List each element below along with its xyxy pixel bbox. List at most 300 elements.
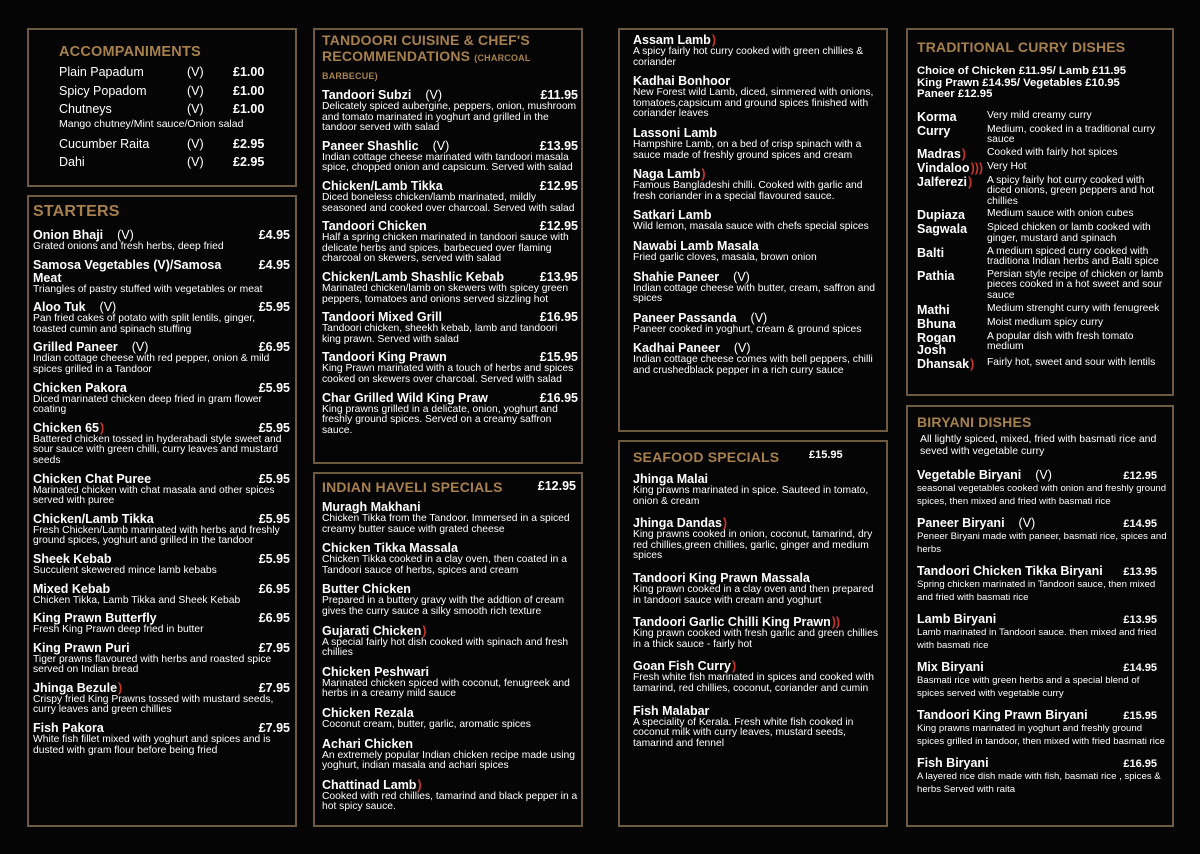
item-name-wrap [322,707,414,720]
item-name: Vegetable Biryani [917,468,1022,482]
item-price: £1.00 [233,83,265,98]
curry-name-wrap [917,209,987,221]
item-price: £4.95 [258,228,290,242]
item-name-wrap [917,469,1052,482]
curry-row [917,111,1169,123]
item-name: Dupiaza [917,208,965,223]
item-description: Wild lemon, masala sauce with chefs special spices [633,221,869,233]
item-name-row [33,583,290,596]
menu-item [633,271,883,305]
menu-item [33,422,290,467]
accompaniment-row [59,135,295,154]
item-name: Lamb Biryani [917,612,997,626]
item-description: A spicy fairly hot curry cooked with green chillies & coriander [633,46,864,68]
item-name-row [633,705,883,718]
accompaniments-section [27,28,297,187]
section-header [322,479,578,495]
item-name-wrap [33,583,110,596]
item-description: A popular dish with fresh tomato medium [987,330,1134,353]
menu-item [33,301,290,335]
item-name-wrap [322,666,429,679]
menu-item [322,583,578,617]
item-name-row [33,382,290,395]
menu-item [633,75,883,120]
chili-icon: ) [968,174,973,189]
item-name-wrap [33,553,112,566]
item-price: £2.95 [233,155,265,169]
menu-item [633,240,883,264]
item-price: £5.95 [258,551,290,566]
item-description: King prawn cooked in a clay oven and then prepared in tandoori sauce with cream and yoghurt [633,583,874,606]
item-description: Spiced chicken or lamb cooked with ginger, mustard and spinach [987,222,1151,245]
chili-icon: ) [100,420,105,435]
item-name-row [322,392,578,405]
section-price: £12.95 [537,479,576,493]
section-title [322,32,578,84]
item-name: Tandoori King Prawn Biryani [917,708,1088,722]
curry-list [917,111,1169,370]
item-name-wrap [33,259,253,285]
item-description: A speciality of Kerala. Fresh white fish cooked in coconut milk with curry leaves, mustard seeds, tamarind and fennel [633,716,854,749]
item-description: Fairly hot, sweet and sour with lentils [987,356,1156,368]
menu-item [322,89,578,134]
item-name: Spicy Popadom [59,83,147,98]
item-price: £13.95 [539,138,578,153]
item-name-row [33,513,290,526]
accompaniment-row [59,153,295,172]
item-name: Mathi [917,302,950,317]
veg-marker: (V) [187,65,204,79]
item-name: Dhansak [917,356,970,371]
item-name-row [917,565,1169,579]
item-name: Sheek Kebab [33,551,112,566]
tandoori-section [313,28,583,464]
item-description: A layered rice dish made with fish, basmati rice , spices & herbs Served with raita [917,771,1161,795]
item-name: Kadhai Bonhoor [633,74,731,89]
item-name-row [917,517,1169,531]
item-name-wrap [322,738,413,751]
item-name-row [322,271,578,284]
item-name: Shahie Paneer [633,269,720,284]
item-price: £5.95 [258,511,290,526]
item-name: Bhuna [917,316,956,331]
chili-icon: )) [831,615,841,630]
curry-row [917,318,1169,330]
curry-name-wrap [917,358,987,370]
curry-name-wrap [917,162,987,174]
menu-item [322,501,578,535]
menu-item [33,583,290,607]
curry-name-wrap [917,332,987,356]
item-name: Fish Pakora [33,721,104,736]
curry-row [917,247,1169,268]
item-name-row [917,613,1169,627]
item-name-wrap [322,779,422,792]
item-description: Spring chicken marinated in Tandoori sauce, then mixed and fried with basmati rice [917,579,1156,603]
curry-row [917,332,1169,356]
item-description: Indian cottage cheese with red pepper, onion & mild spices grilled in a Tandoor [33,353,270,375]
item-price: £16.95 [1123,758,1157,770]
menu-item [322,738,578,772]
item-name: Char Grilled Wild King Praw [322,390,488,405]
chili-icon: ))) [970,160,984,175]
item-name-row [322,779,578,792]
item-name-row [917,661,1169,675]
item-description: seasonal vegetables cooked with onion and freshly ground spices, then mixed and fried with basmati rice [917,483,1167,507]
item-price: £13.95 [1123,566,1157,578]
menu-item [322,625,578,659]
item-description: Lamb marinated in Tandoori sauce. then mixed and fried with basmati rice [917,627,1157,651]
item-price: £12.95 [1123,470,1157,482]
menu-item [322,351,578,385]
item-description: Famous Bangladeshi chilli. Cooked with garlic and fresh coriander in a special flavoured sauce. [633,180,863,202]
item-name: Chicken Chat Puree [33,471,152,486]
curry-section [906,28,1174,396]
item-description: Marinated chicken/lamb on skewers with spicey green peppers, tomatoes and onions served sizzling hot [322,282,569,305]
item-description: Marinated chicken with chat masala and other spices served with puree [33,484,275,507]
menu-item [33,682,290,716]
item-description: Chicken Tikka from the Tandoor. Immersed in a spiced creamy butter sauce with grated cheese [322,513,570,535]
item-name-row [33,553,290,566]
curry-row [917,358,1169,370]
section-title: STARTERS [33,203,120,220]
chili-icon: ) [722,516,728,531]
veg-marker: (V) [1018,516,1036,530]
item-name-row [322,738,578,751]
veg-marker: (V) [131,340,149,355]
item-description: Fresh King Prawn deep fried in butter [33,624,204,636]
menu-item [917,757,1169,796]
item-description: Tiger prawns flavoured with herbs and roasted spice served on Indian bread [33,653,272,676]
item-description: Chicken Tikka cooked in a clay oven, then coated in a Tandoori sauce of herbs, spices and cream [322,554,567,576]
item-name-wrap [917,517,1035,530]
chili-icon: ) [731,659,737,674]
item-price: £14.95 [1123,518,1157,530]
item-name: Tandoori Garlic Chilli King Prawn [633,615,831,630]
menu-item [322,707,578,731]
item-description: Diced boneless chicken/lamb marinated, mildly seasoned and cooked over charcoal. Served with salad [322,191,575,214]
item-name: Paneer Biryani [917,516,1005,530]
item-description: Cooked with fairly hot spices [987,146,1118,158]
item-price: £15.95 [1123,710,1157,722]
chili-icon: ) [970,356,975,371]
item-description: Succulent skewered mince lamb kebabs [33,564,217,576]
menu-item [33,722,290,756]
item-price: £5.95 [258,300,290,315]
item-price: £15.95 [539,350,578,365]
item-description: New Forest wild Lamb, diced, simmered with onions, tomatoes,capsicum and ground spices finished with coriander leaves [633,87,874,120]
item-description: Tandoori chicken, sheekh kebab, lamb and tandoori king prawn. Served with salad [322,323,558,345]
price-line: Paneer £12.95 [917,88,993,100]
chili-icon: ) [961,146,966,161]
item-description: King prawns marinated in spice. Sauteed in tomato, onion & cream [633,485,869,507]
item-price: £11.95 [540,88,578,102]
veg-marker: (V) [733,341,751,356]
item-name-row [917,757,1169,771]
item-name: Madras [917,146,961,161]
item-price: £13.95 [539,269,578,284]
curry-name-wrap [917,318,987,330]
item-name: Chicken Pakora [33,380,127,395]
item-price: £12.95 [539,178,578,193]
item-description: Fried garlic cloves, masala, brown onion [633,251,817,263]
item-name: Chicken Tikka Massala [322,541,458,556]
curry-row [917,304,1169,316]
item-description: King prawns cooked in onion, coconut, tamarind, dry red chillies,green chillies, garlic, ginger and medium spices [633,529,873,562]
item-name: Jalferezi [917,174,968,189]
menu-item [322,779,578,813]
item-name-wrap [33,422,104,435]
item-description: Persian style recipe of chicken or lamb pieces cooked in a hot sweet and sour sauce [987,268,1164,302]
item-price: £6.95 [258,581,290,596]
accompaniment-row [59,82,295,101]
menu-item [33,259,290,296]
menu-item [322,392,578,437]
item-price: £13.95 [1123,614,1157,626]
item-name: Tandoori King Prawn Massala [633,570,810,585]
item-description: Indian cottage cheese with butter, cream, saffron and spices [633,282,875,305]
item-name: Aloo Tuk [33,300,86,315]
item-name: Tandoori King Prawn [322,350,447,365]
veg-marker: (V) [750,310,768,325]
curry-name-wrap [917,125,987,146]
item-description: Crispy fried King Prawns tossed with mustard seeds, curry leaves and green chillies [33,693,274,716]
item-name: Jhinga Dandas [633,516,722,531]
item-description: King prawns grilled in a delicate, onion, yoghurt and freshly ground spices. Served on a creamy saffron sauce. [322,403,558,436]
item-price: £5.95 [258,471,290,486]
item-name-wrap [917,613,996,626]
item-name-wrap [322,271,504,284]
menu-item [33,382,290,416]
item-name-row [633,312,883,325]
item-description: King Prawn marinated with a touch of herbs and spices cooked on skewers over charcoal. Served with salad [322,363,574,385]
menu-item [633,312,883,336]
item-name: Chicken Peshwari [322,664,429,679]
veg-marker: (V) [187,155,204,169]
menu-item [917,517,1169,556]
item-name: Butter Chicken [322,582,411,597]
menu-item [917,661,1169,700]
item-name: Tandoori Chicken Tikka Biryani [917,564,1103,578]
menu-item [33,513,290,547]
curry-name-wrap [917,247,987,268]
item-description: Delicately spiced aubergine, peppers, onion, mushroom and tomato marinated in yoghurt and grilled in the tandoor served with salad [322,101,577,134]
item-description: Battered chicken tossed in hyderabadi style sweet and sour sauce with green chilli, curry leaves and mustard seeds [33,433,282,466]
item-name-wrap [322,140,449,153]
veg-marker: (V) [187,136,204,151]
haveli-section [313,472,583,827]
item-price: £16.95 [539,310,578,325]
menu-item [633,127,883,161]
item-name-wrap [633,271,750,284]
item-name-row [322,140,578,153]
menu-item [33,473,290,507]
veg-marker: (V) [1035,468,1052,482]
item-name: Jhinga Bezule [33,680,118,695]
section-title: TRADITIONAL CURRY DISHES [917,39,1126,55]
menu-item [917,565,1169,604]
price-line: King Prawn £14.95/ Vegetables £10.95 [917,76,1120,89]
item-description: Hampshire Lamb, on a bed of crisp spinach with a sauce made of freshly ground spices and cream [633,138,862,161]
item-name: Plain Papadum [59,65,144,79]
item-name: Cucumber Raita [59,136,150,151]
curry-row [917,223,1169,244]
item-price: £7.95 [258,680,290,695]
item-name: Chicken/Lamb Shashlic Kebab [322,269,504,284]
item-description: Indian cottage cheese comes with bell peppers, chilli and crushedblack pepper in a rich curry sauce [633,354,873,376]
item-name: King Prawn Puri [33,640,130,655]
item-price: £5.95 [258,380,290,395]
starters-list [33,229,290,756]
curry-prices [917,66,1169,101]
item-price: £4.95 [258,257,290,272]
item-name-row [917,709,1169,723]
item-name: Jhinga Malai [633,472,709,486]
biryani-list [917,469,1169,796]
item-price: £1.00 [233,65,265,79]
item-description: A spicy fairly hot curry cooked with diced onions, green peppers and hot chillies [987,174,1155,207]
curry-name-wrap [917,148,987,160]
section-title: ACCOMPANIMENTS [59,44,201,60]
tandoori-title: TANDOORI CUISINE & CHEF'S RECOMMENDATIONS [322,32,530,64]
item-name-wrap [322,625,427,638]
item-description: Grated onions and fresh herbs, deep fried [33,241,224,252]
menu-item [33,553,290,577]
item-name: Nawabi Lamb Masala [633,238,759,253]
item-description: King prawn cooked with fresh garlic and green chillies in a thick sauce - fairly hot [633,628,878,650]
accompaniment-row [59,63,295,82]
curry-name-wrap [917,111,987,123]
item-description: Basmati rice with green herbs and a special blend of spices served with vegetable curry [917,675,1140,699]
item-name-wrap [917,661,984,674]
item-price: £12.95 [539,219,578,234]
curry-name-wrap [917,304,987,316]
item-name-wrap [917,757,989,770]
item-name: Pathia [917,268,955,283]
menu-item [322,140,578,174]
item-name: Onion Bhaji [33,228,104,242]
item-name: Curry [917,123,951,138]
menu-item [633,517,883,562]
item-description: Coconut cream, butter, garlic, aromatic spices [322,718,531,730]
item-name-wrap [917,565,1103,578]
menu-item [633,616,883,650]
item-description: Medium, cooked in a traditional curry sauce [987,123,1156,146]
item-name: Rogan Josh [917,330,956,357]
item-name: Kadhai Paneer [633,341,720,356]
item-name-row [322,625,578,638]
menu-item [33,229,290,253]
item-name-wrap [917,709,1088,722]
starters-section [27,195,297,827]
item-name-row [322,707,578,720]
item-description: Very mild creamy curry [987,109,1092,121]
item-description: Indian cottage cheese marinated with tandoori masala spice, chopped onion and capsicum. Served with salad [322,151,573,174]
seafood-list [633,473,883,749]
item-name-row [917,469,1169,483]
menu-item [633,572,883,606]
item-name: Mix Biryani [917,660,984,674]
item-price: £1.00 [233,102,265,116]
item-name: Balti [917,245,945,260]
item-name: Vindaloo [917,160,970,175]
item-name-wrap [33,682,122,695]
item-name: Fish Biryani [917,756,989,770]
item-description: Cooked with red chillies, tamarind and black pepper in a hot spicy sauce. [322,790,578,813]
item-name: Satkari Lamb [633,208,712,223]
tandoori-list [322,89,578,436]
menu-item [322,666,578,700]
item-name: Chicken 65 [33,420,100,435]
item-name: Lassoni Lamb [633,125,718,140]
curry-row [917,176,1169,208]
veg-marker: (V) [117,228,134,242]
item-name: Korma [917,109,957,124]
item-price: £16.95 [539,390,578,405]
veg-marker: (V) [432,138,450,153]
accompaniments-list [59,63,295,172]
section-title: INDIAN HAVELI SPECIALS [322,479,503,495]
item-name: Paneer Shashlic [322,138,419,153]
menu-item [322,271,578,305]
item-price: £5.95 [258,420,290,435]
item-name: King Prawn Butterfly [33,611,157,626]
item-name-row [322,666,578,679]
item-name: Muragh Makhani [322,500,421,514]
curry-name-wrap [917,223,987,244]
curry-row [917,162,1169,174]
item-name: Assam Lamb [633,33,711,47]
item-name: Naga Lamb [633,167,701,182]
item-description: Fresh white fish marinated in spices and cooked with tamarind, red chillies, coconut, coriander and cumin [633,672,874,694]
menu-item [33,341,290,375]
item-description: Very Hot [987,160,1027,172]
haveli-list [322,501,578,813]
item-name-row [33,682,290,695]
section-title: SEAFOOD SPECIALS [633,449,780,465]
price-line: Choice of Chicken £11.95/ Lamb £11.95 [917,65,1127,77]
item-name: Grilled Paneer [33,340,118,355]
item-description: Prepared in a buttery gravy with the addtion of cream gives the curry sauce a silky smooth rich texture [322,595,565,617]
veg-marker: (V) [187,102,204,116]
menu-item [917,469,1169,508]
curry-name-wrap [917,270,987,302]
item-price: £6.95 [258,340,290,355]
menu-item [917,709,1169,748]
item-description: Paneer cooked in yoghurt, cream & ground spices [633,323,862,335]
menu-item [633,209,883,233]
lamb-section [618,28,888,432]
item-description: Triangles of pastry stuffed with vegetables or meat [33,283,263,295]
item-name: Tandoori Subzi [322,88,412,102]
item-description: King prawns marinated in yoghurt and freshly ground spices grilled in tandoor, then mixed with fried basmati rice [917,723,1165,747]
chili-icon: ) [417,777,422,792]
section-title: BIRYANI DISHES [917,414,1032,430]
item-name: Fish Malabar [633,703,710,718]
item-name: Gujarati Chicken [322,623,422,638]
item-description: Peneer Biryani made with paneer, basmati rice, spices and herbs [917,531,1167,555]
item-name-wrap [633,312,767,325]
item-description: Medium strenght curry with fenugreek [987,302,1160,314]
item-name-wrap [33,642,130,655]
item-name: Achari Chicken [322,736,414,751]
item-name-wrap [633,240,759,253]
item-name-row [33,473,290,486]
item-price: £6.95 [258,611,290,626]
menu-item [633,473,883,507]
item-name: Chattinad Lamb [322,777,417,792]
item-name: Chutneys [59,102,112,116]
